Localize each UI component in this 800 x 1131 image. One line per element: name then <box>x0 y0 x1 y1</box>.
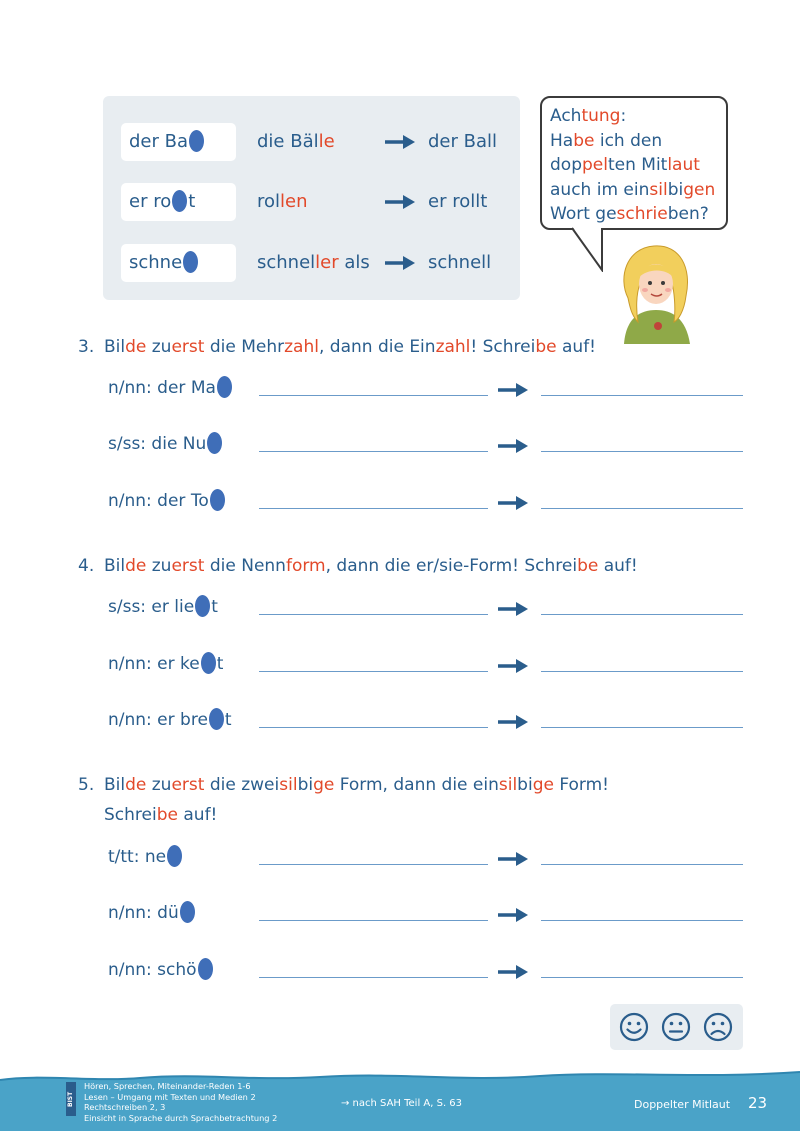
exercise-word: n/nn: schö <box>108 955 214 985</box>
exercise-row <box>108 373 748 403</box>
answer-line-singular[interactable] <box>541 451 743 452</box>
ink-blot <box>183 251 198 273</box>
task-5-instruction: 5. Bilde zuerst die zweisilbige Form, dann die einsilbige Form! <box>78 775 609 795</box>
example-card: schne <box>121 244 236 282</box>
answer-line-er-sie-form[interactable] <box>541 614 743 615</box>
exercise-word: s/ss: die Nu <box>108 429 223 459</box>
ink-blot <box>201 652 216 674</box>
answer-line-one-syllable[interactable] <box>541 920 743 921</box>
example-comparative: schneller als <box>257 252 370 273</box>
exercise-row <box>108 898 748 928</box>
ink-blot <box>180 901 195 923</box>
answer-line-singular[interactable] <box>541 395 743 396</box>
bubble-line: Wort geschrieben? <box>550 204 709 224</box>
example-row <box>103 123 520 161</box>
answer-line-two-syllable[interactable] <box>259 977 488 978</box>
arrow-right-icon <box>498 851 528 867</box>
example-plural: die Bälle <box>257 131 335 152</box>
exercise-word: n/nn: der Ma <box>108 373 233 403</box>
bubble-tail-icon <box>566 226 606 272</box>
bist-badge: BIST <box>66 1082 76 1116</box>
arrow-right-icon <box>498 714 528 730</box>
example-card: der Ba <box>121 123 236 161</box>
answer-line-singular[interactable] <box>541 508 743 509</box>
exercise-row <box>108 705 748 735</box>
ink-blot <box>217 376 232 398</box>
arrow-right-icon <box>385 194 415 210</box>
arrow-right-icon <box>498 495 528 511</box>
bubble-line: auch im einsilbigen <box>550 179 716 200</box>
example-result: er rollt <box>428 191 488 212</box>
arrow-right-icon <box>498 964 528 980</box>
answer-line-one-syllable[interactable] <box>541 977 743 978</box>
arrow-right-icon <box>385 134 415 150</box>
example-result: der Ball <box>428 131 498 152</box>
sad-face-icon[interactable] <box>703 1012 733 1042</box>
bubble-line: doppelten Mitlaut <box>550 155 700 175</box>
arrow-right-icon <box>498 382 528 398</box>
example-box <box>103 96 520 300</box>
ink-blot <box>209 708 224 730</box>
exercise-row <box>108 592 748 622</box>
answer-line-plural[interactable] <box>259 451 488 452</box>
exercise-row <box>108 486 748 516</box>
example-infinitive: rollen <box>257 191 308 212</box>
answer-line-plural[interactable] <box>259 395 488 396</box>
ink-blot <box>167 845 182 867</box>
exercise-word: n/nn: er bre t <box>108 710 232 730</box>
answer-line-er-sie-form[interactable] <box>541 671 743 672</box>
answer-line-two-syllable[interactable] <box>259 864 488 865</box>
page-number: 23 <box>748 1094 768 1112</box>
exercise-word: t/tt: ne <box>108 842 183 872</box>
answer-line-one-syllable[interactable] <box>541 864 743 865</box>
ink-blot <box>210 489 225 511</box>
example-row <box>103 183 520 221</box>
example-row <box>103 244 520 282</box>
exercise-row <box>108 649 748 679</box>
girl-illustration-icon <box>614 238 698 344</box>
answer-line-infinitive[interactable] <box>259 727 488 728</box>
bubble-line: Achtung: <box>550 106 627 126</box>
exercise-row <box>108 429 748 459</box>
arrow-right-icon <box>498 601 528 617</box>
example-result: schnell <box>428 252 492 273</box>
sah-reference: → nach SAH Teil A, S. 63 <box>341 1098 463 1109</box>
ink-blot <box>172 190 187 212</box>
example-card: er ro t <box>121 183 236 221</box>
exercise-word: s/ss: er lie t <box>108 597 218 617</box>
answer-line-infinitive[interactable] <box>259 614 488 615</box>
ink-blot <box>207 432 222 454</box>
exercise-row <box>108 842 748 872</box>
bubble-line: Habe ich den <box>550 130 663 151</box>
ink-blot <box>195 595 210 617</box>
happy-face-icon[interactable] <box>619 1012 649 1042</box>
answer-line-plural[interactable] <box>259 508 488 509</box>
task-5-instruction-line-2: Schreibe auf! <box>104 805 218 825</box>
ink-blot <box>198 958 213 980</box>
speech-bubble <box>540 96 728 230</box>
task-4-instruction: 4. Bilde zuerst die Nennform, dann die er/sie-Form! Schreibe auf! <box>78 556 638 576</box>
answer-line-er-sie-form[interactable] <box>541 727 743 728</box>
curriculum-references: Hören, Sprechen, Miteinander-Reden 1-6 Lesen – Umgang mit Texten und Medien 2 Rechtschreiben 2, 3 Einsicht in Sprache durch Sprachbetrachtung 2 <box>84 1081 278 1123</box>
ink-blot <box>189 130 204 152</box>
task-3-instruction: 3. Bilde zuerst die Mehrzahl, dann die Einzahl! Schreibe auf! <box>78 337 596 357</box>
arrow-right-icon <box>498 907 528 923</box>
neutral-face-icon[interactable] <box>661 1012 691 1042</box>
page-topic: Doppelter Mitlaut <box>634 1098 731 1111</box>
answer-line-two-syllable[interactable] <box>259 920 488 921</box>
exercise-word: n/nn: der To <box>108 486 226 516</box>
answer-line-infinitive[interactable] <box>259 671 488 672</box>
exercise-word: n/nn: dü <box>108 898 196 928</box>
arrow-right-icon <box>385 255 415 271</box>
arrow-right-icon <box>498 438 528 454</box>
exercise-row <box>108 955 748 985</box>
arrow-right-icon <box>498 658 528 674</box>
exercise-word: n/nn: er ke t <box>108 654 224 674</box>
self-assessment <box>610 1004 743 1050</box>
